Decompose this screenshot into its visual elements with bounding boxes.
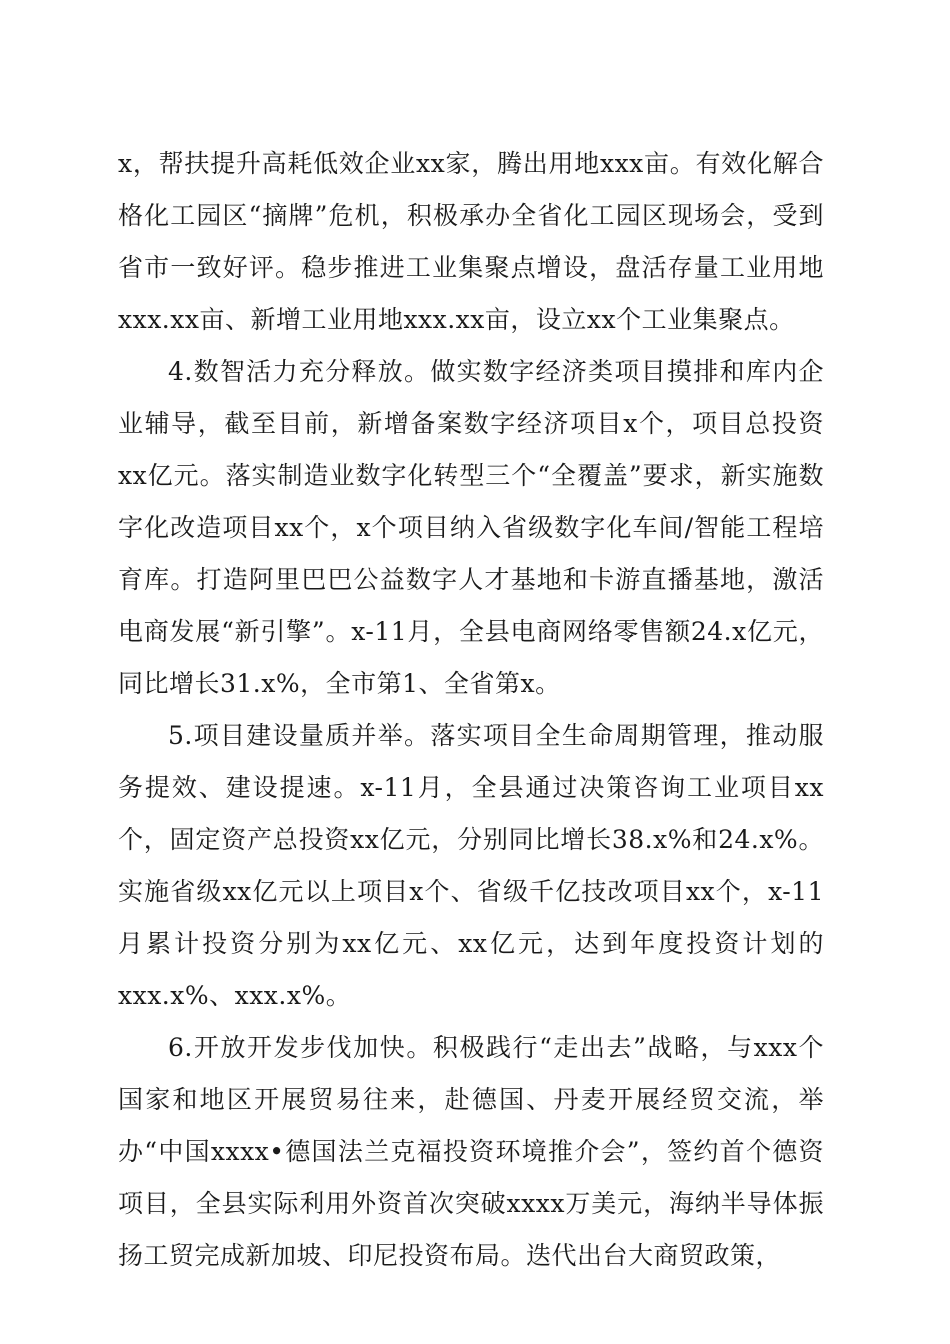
paragraph-project-construction: 5.项目建设量质并举。落实项目全生命周期管理，推动服务提效、建设提速。x-11月，全县通过决策咨询工业项目xx个，固定资产总投资xx亿元，分别同比增长38.x%和24.x%。实施省级xx亿元以上项目x个、省级千亿技改项目xx个，x-11月累计投资分别为xx亿元、xx亿元，达到年度投资计划的xxx.x%、xxx.x%。 [118,721,824,1010]
paragraph-digital-vitality: 4.数智活力充分释放。做实数字经济类项目摸排和库内企业辅导，截至目前，新增备案数字经济项目x个，项目总投资xx亿元。落实制造业数字化转型三个“全覆盖”要求，新实施数字化改造项目xx个，x个项目纳入省级数字化车间/智能工程培育库。打造阿里巴巴公益数字人才基地和卡游直播基地，激活电商发展“新引擎”。x-11月，全县电商网络零售额24.x亿元，同比增长31.x%，全市第1、全省第x。 [118,357,824,698]
paragraph-opening-development: 6.开放开发步伐加快。积极践行“走出去”战略，与xxx个国家和地区开展贸易往来，赴德国、丹麦开展经贸交流，举办“中国xxxx•德国法兰克福投资环境推介会”，签约首个德资项目，全县实际利用外资首次突破xxxx万美元，海纳半导体振扬工贸完成新加坡、印尼投资布局。迭代出台大商贸政策， [118,1033,824,1270]
document-page [118,138,824,1282]
paragraph-continuation: x，帮扶提升高耗低效企业xx家，腾出用地xxx亩。有效化解合格化工园区“摘牌”危机，积极承办全省化工园区现场会，受到省市一致好评。稳步推进工业集聚点增设，盘活存量工业用地xxx.xx亩、新增工业用地xxx.xx亩，设立xx个工业集聚点。 [118,149,824,334]
